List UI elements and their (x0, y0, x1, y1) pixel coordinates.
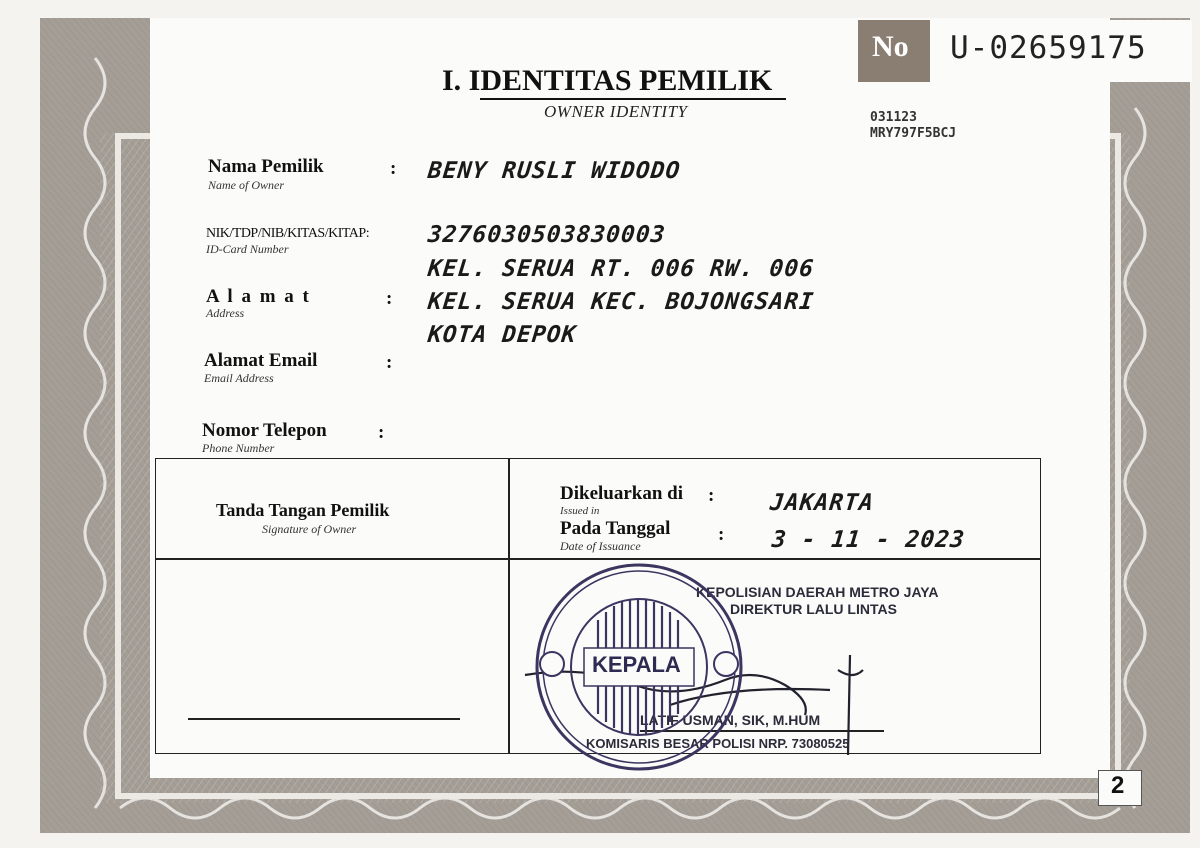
owner-signature-line (188, 718, 460, 720)
owner-name-sublabel: Name of Owner (208, 178, 284, 192)
number-tag-label: No (872, 30, 909, 63)
owner-signature-sublabel: Signature of Owner (262, 522, 357, 536)
phone-sublabel: Phone Number (202, 441, 275, 455)
page-number: 2 (1111, 772, 1125, 799)
address-sublabel: Address (206, 306, 245, 320)
date-colon: : (718, 524, 725, 545)
email-label: Alamat Email (204, 350, 318, 371)
owner-name-value: BENY RUSLI WIDODO (426, 158, 682, 184)
address-line3: KOTA DEPOK (426, 322, 578, 348)
date-label: Pada Tanggal (560, 518, 671, 539)
stamp-center-text: KEPALA (592, 652, 681, 677)
issued-in-value: JAKARTA (768, 490, 876, 516)
phone-label: Nomor Telepon (202, 420, 327, 441)
address-line1: KEL. SERUA RT. 006 RW. 006 (426, 256, 816, 282)
authority-line1: KEPOLISIAN DAERAH METRO JAYA (696, 584, 939, 600)
email-sublabel: Email Address (204, 371, 274, 385)
issued-in-label: Dikeluarkan di (560, 483, 684, 504)
address-line2: KEL. SERUA KEC. BOJONGSARI (426, 289, 816, 315)
official-rank: KOMISARIS BESAR POLISI NRP. 73080525 (586, 736, 850, 751)
owner-name-label: Nama Pemilik (208, 156, 324, 177)
address-colon: : (386, 288, 393, 309)
id-number-value: 3276030503830003 (426, 222, 667, 248)
issued-in-sublabel: Issued in (560, 505, 600, 517)
owner-signature-label: Tanda Tangan Pemilik (216, 500, 390, 520)
issued-in-colon: : (708, 485, 715, 506)
section-title: I. IDENTITAS PEMILIK (442, 64, 773, 97)
id-number-sublabel: ID-Card Number (206, 242, 289, 256)
address-label: A l a m a t (206, 286, 311, 307)
email-colon: : (386, 352, 393, 373)
authority-line2: DIREKTUR LALU LINTAS (730, 601, 897, 617)
owner-name-colon: : (390, 158, 397, 179)
section-number-title (442, 64, 772, 98)
reference-code-line1: 031123 (870, 110, 917, 125)
date-value: 3 - 11 - 2023 (770, 527, 967, 553)
official-name: LATIF USMAN, SIK, M.HUM (640, 712, 821, 728)
signature-table-vdivider (508, 458, 510, 754)
date-sublabel: Date of Issuance (560, 539, 641, 553)
document-number: U-02659175 (950, 30, 1147, 66)
section-title-underline (480, 98, 786, 100)
id-number-label: NIK/TDP/NIB/KITAS/KITAP: (206, 226, 370, 241)
reference-code-line2: MRY797F5BCJ (870, 126, 957, 141)
section-subtitle: OWNER IDENTITY (544, 102, 688, 121)
phone-colon: : (378, 422, 385, 443)
